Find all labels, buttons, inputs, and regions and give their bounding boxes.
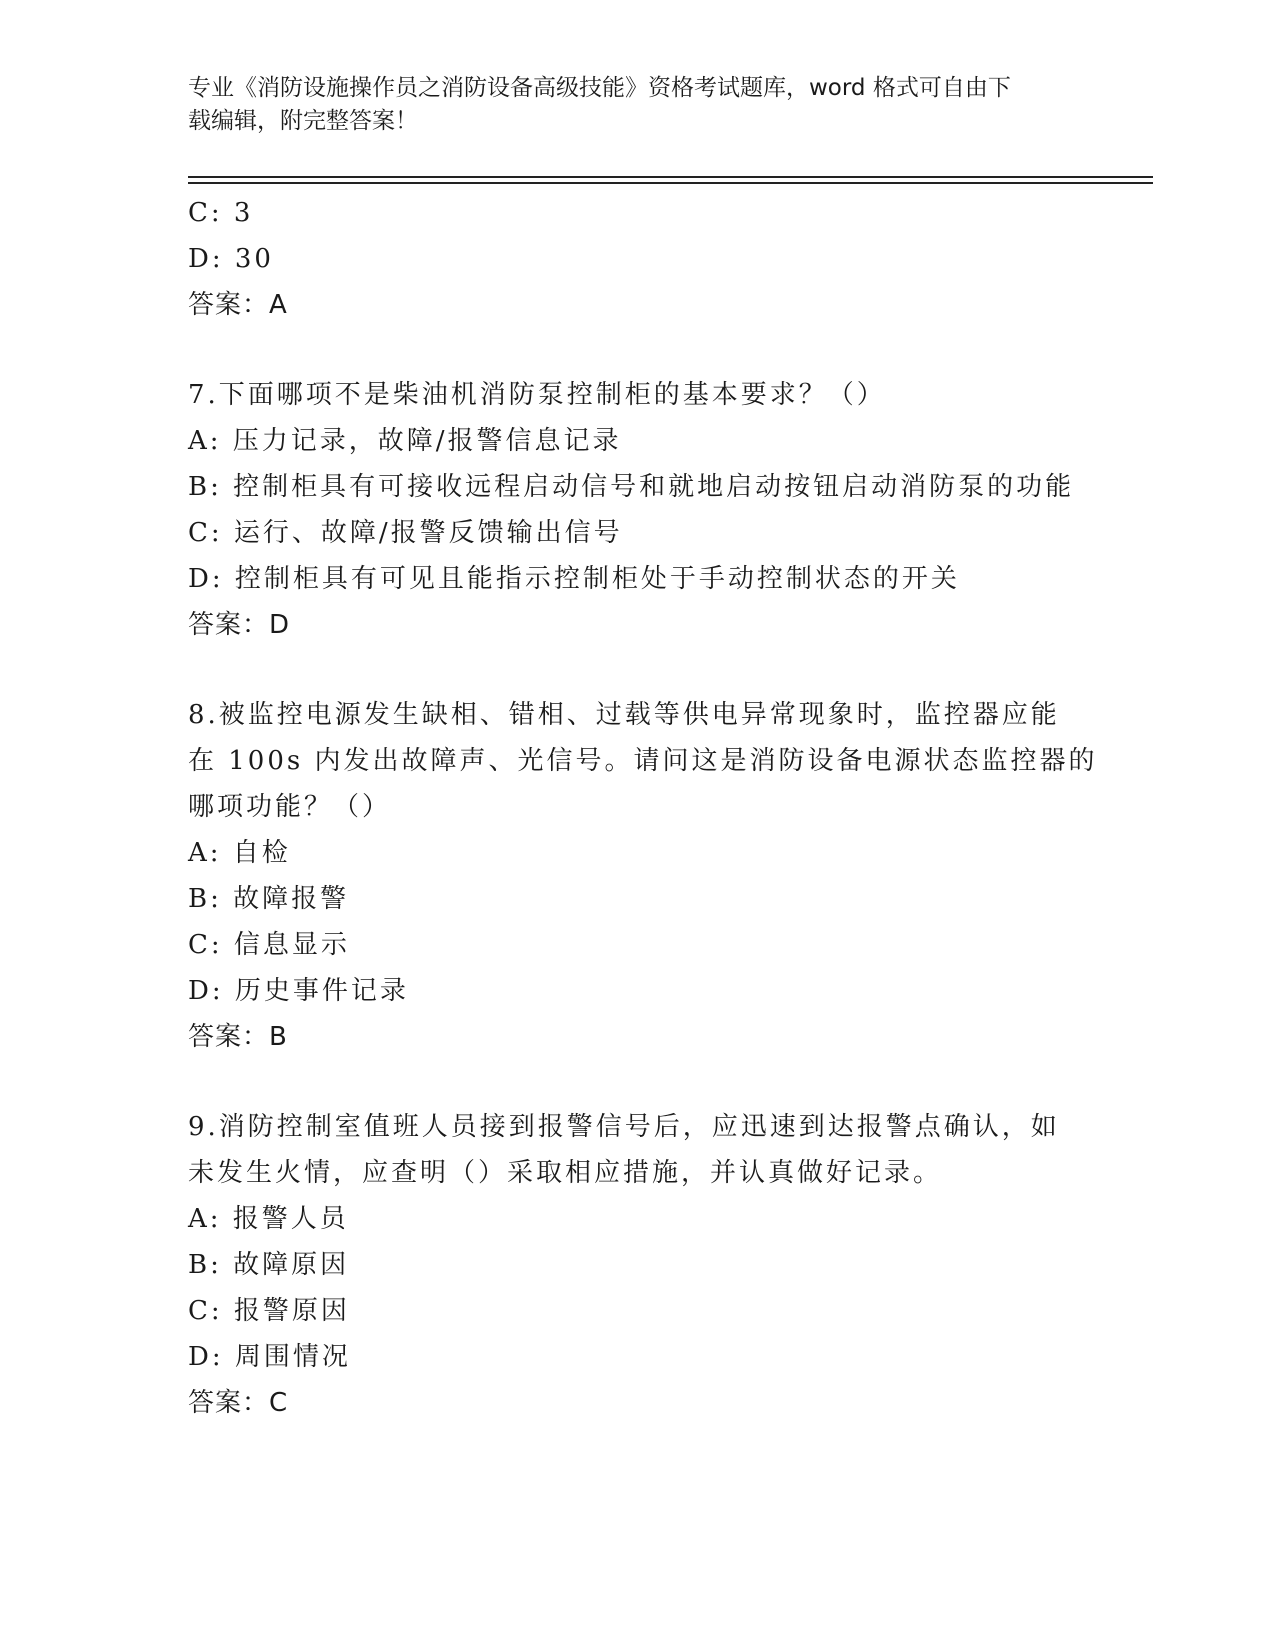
header-line-2: 载编辑，附完整答案！ xyxy=(188,108,418,134)
question-text-line-1: 9.消防控制室值班人员接到报警信号后，应迅速到达报警点确认，如 xyxy=(188,1112,1060,1142)
question-9 xyxy=(188,1104,1088,1426)
option-d: D: 周围情况 xyxy=(188,1342,351,1372)
option-c: C: 报警原因 xyxy=(188,1296,350,1326)
option-a: A: 报警人员 xyxy=(188,1204,349,1234)
header-line-1: 专业《消防设施操作员之消防设备高级技能》资格考试题库，word 格式可自由下 xyxy=(188,75,1011,101)
option-c: C: 3 xyxy=(188,198,254,228)
prev-question-block xyxy=(188,190,1088,328)
answer-line: 答案：D xyxy=(188,610,291,640)
spacer xyxy=(188,648,1088,692)
answer-line: 答案：C xyxy=(188,1388,289,1418)
spacer xyxy=(188,328,1088,372)
answer-line: 答案：B xyxy=(188,1022,288,1052)
question-text-line-1: 8.被监控电源发生缺相、错相、过载等供电异常现象时，监控器应能 xyxy=(188,700,1060,730)
option-d: D: 30 xyxy=(188,244,274,274)
header-divider-top xyxy=(188,176,1153,178)
option-a: A: 压力记录，故障/报警信息记录 xyxy=(188,426,622,456)
answer-line: 答案：A xyxy=(188,290,288,320)
question-8 xyxy=(188,692,1098,1060)
option-b: B: 故障报警 xyxy=(188,884,350,914)
question-text-line-3: 哪项功能？（） xyxy=(188,792,392,822)
question-list xyxy=(188,190,1098,1426)
option-b: B: 故障原因 xyxy=(188,1250,350,1280)
header-divider-bottom xyxy=(188,182,1153,184)
document-header xyxy=(188,72,1068,138)
spacer xyxy=(188,1060,1088,1104)
option-b: B: 控制柜具有可接收远程启动信号和就地启动按钮启动消防泵的功能 xyxy=(188,472,1075,502)
question-text: 7.下面哪项不是柴油机消防泵控制柜的基本要求？（） xyxy=(188,380,886,410)
question-7 xyxy=(188,372,1088,648)
question-text-line-2: 在 100s 内发出故障声、光信号。请问这是消防设备电源状态监控器的 xyxy=(188,746,1098,776)
option-c: C: 运行、故障/报警反馈输出信号 xyxy=(188,518,623,548)
option-d: D: 历史事件记录 xyxy=(188,976,409,1006)
question-text-line-2: 未发生火情，应查明（）采取相应措施，并认真做好记录。 xyxy=(188,1158,943,1188)
option-d: D: 控制柜具有可见且能指示控制柜处于手动控制状态的开关 xyxy=(188,564,960,594)
option-a: A: 自检 xyxy=(188,838,291,868)
option-c: C: 信息显示 xyxy=(188,930,350,960)
